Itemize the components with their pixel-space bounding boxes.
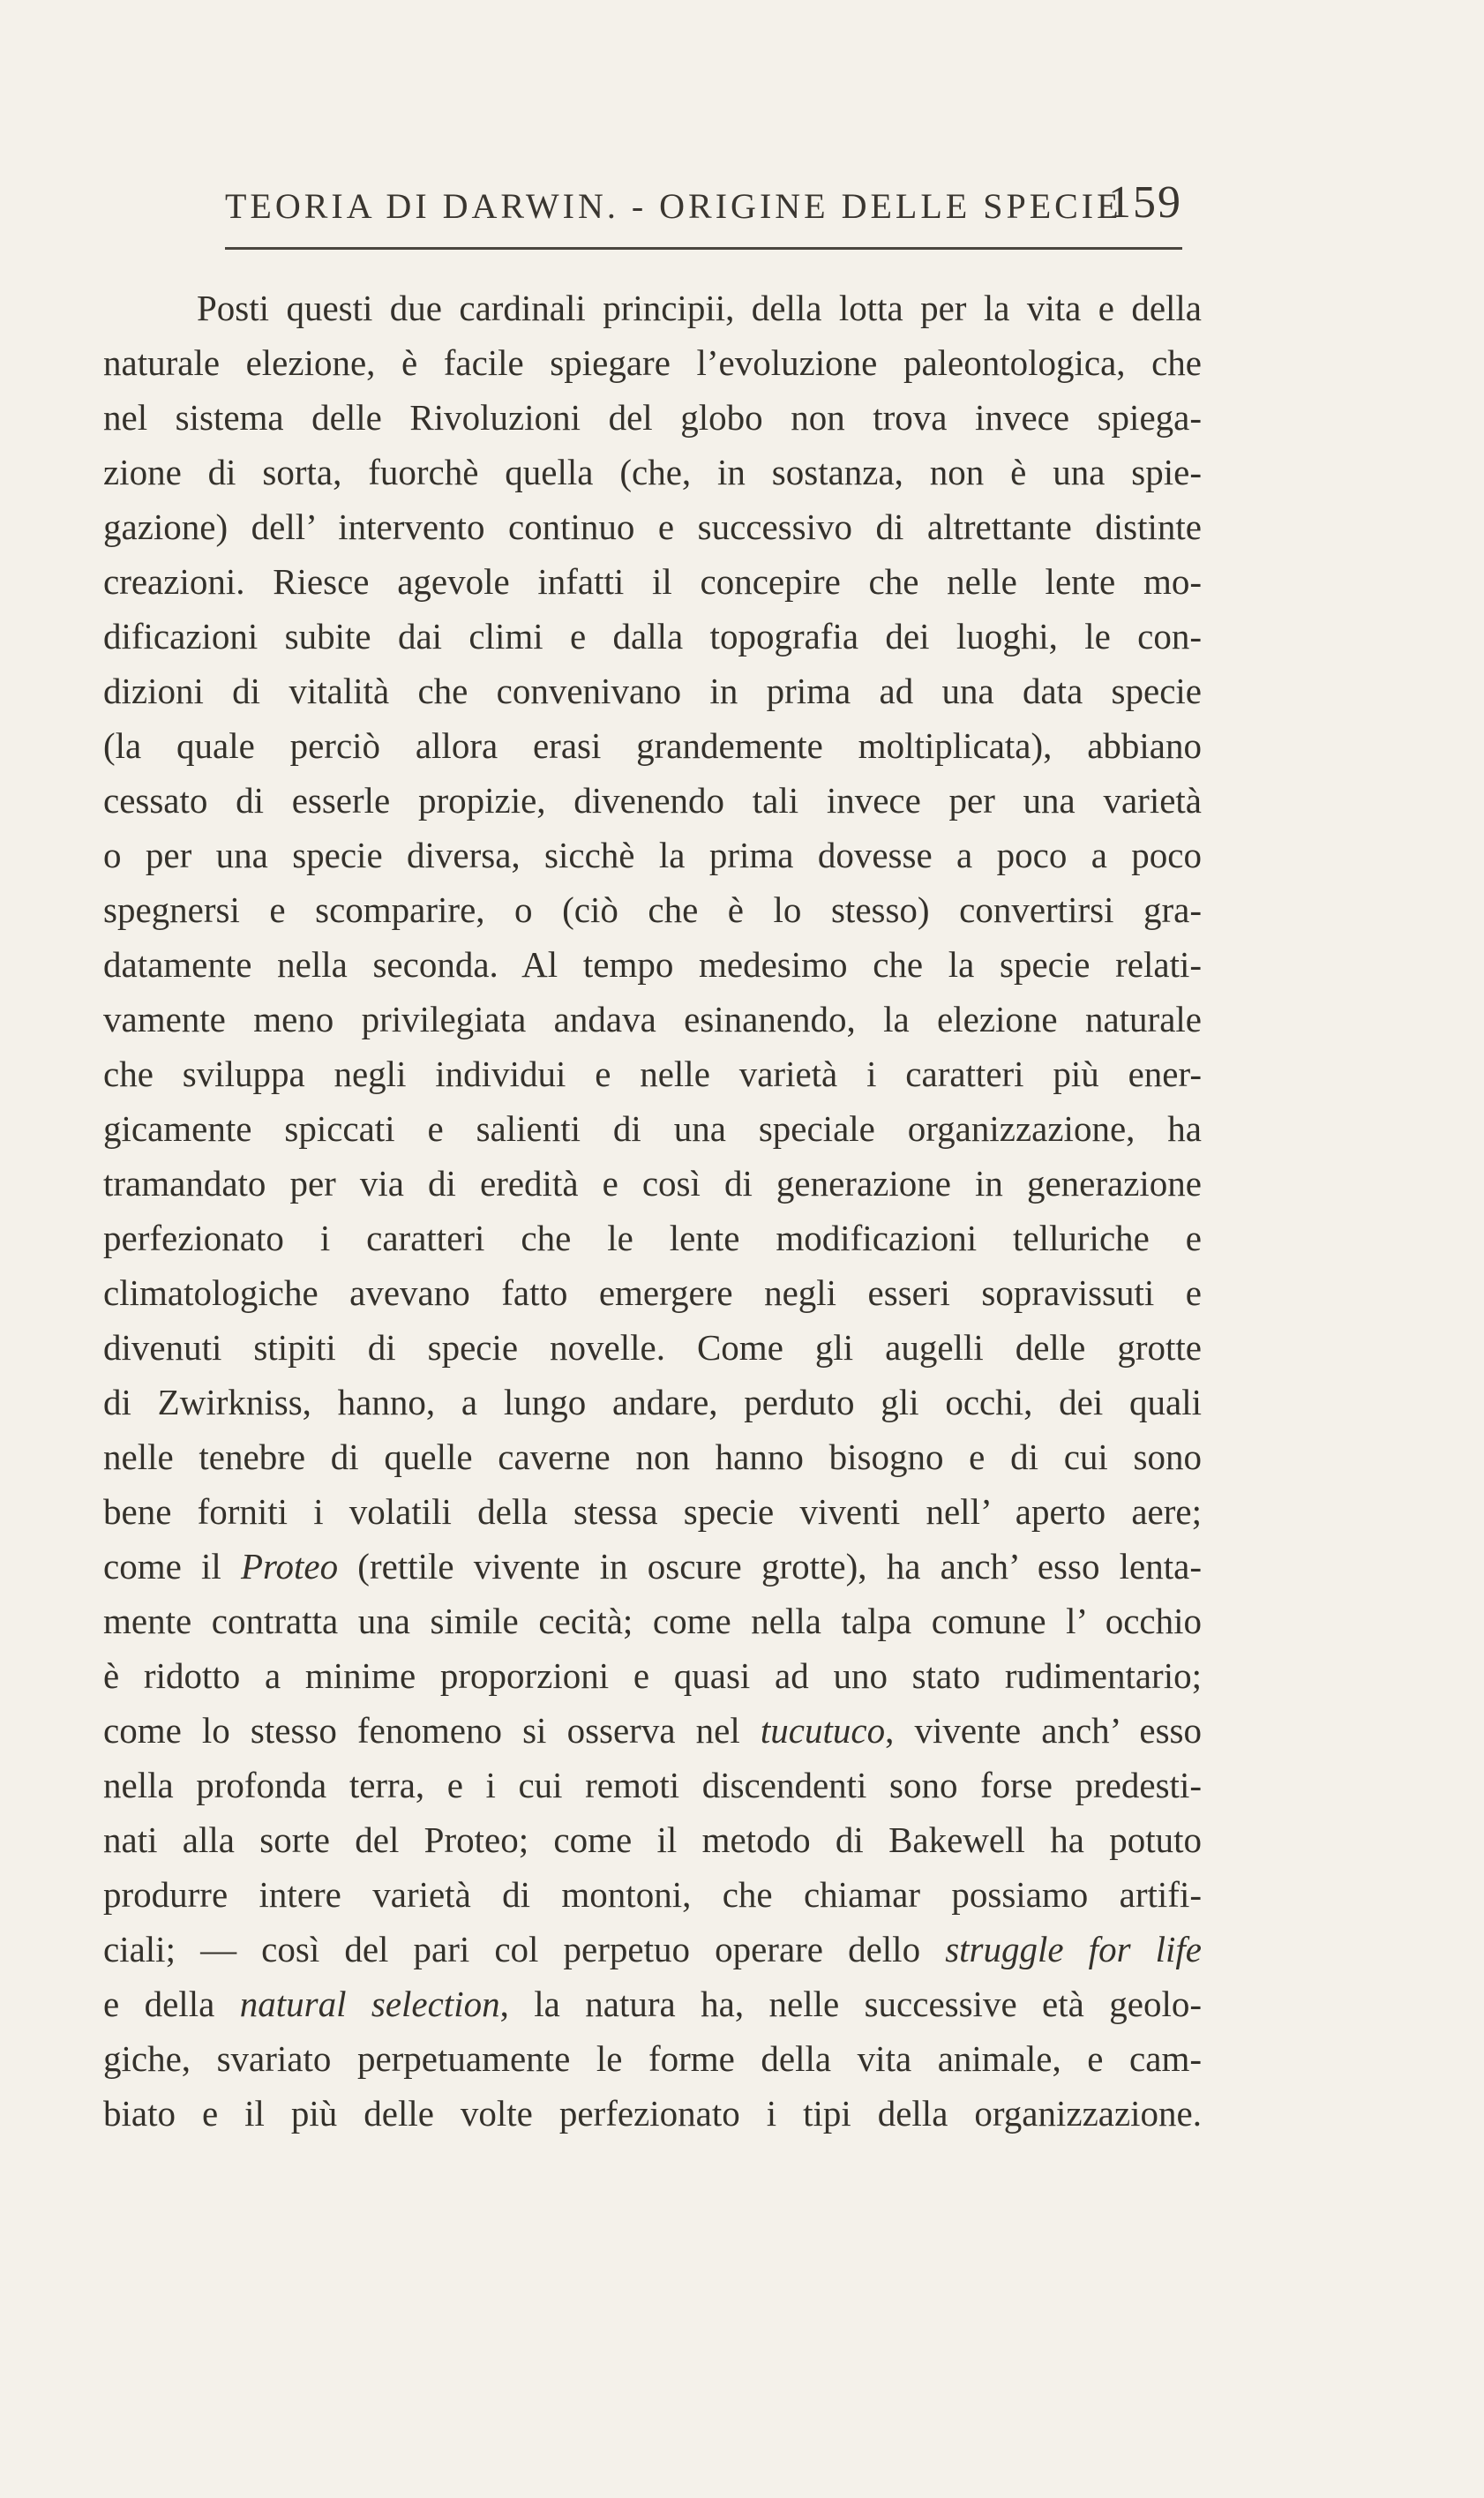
- text-line: perfezionato i caratteri che le lente modificazioni telluriche e: [103, 1218, 1202, 1258]
- body-text: [103, 281, 1202, 2141]
- text-span: e della: [103, 1984, 240, 2024]
- text-line: cessato di esserle propizie, divenendo tali invece per una varietà: [103, 780, 1202, 821]
- text-line: dificazioni subite dai climi e dalla topografia dei luoghi, le con-: [103, 616, 1202, 656]
- text-line: gicamente spiccati e salienti di una speciale organizzazione, ha: [103, 1108, 1202, 1149]
- text-line: gazione) dell’ intervento continuo e successivo di altrettante distinte: [103, 506, 1202, 547]
- page-header: [225, 173, 1182, 235]
- text-line: naturale elezione, è facile spiegare l’evoluzione paleontologica, che: [103, 342, 1202, 383]
- italic-term: tucutuco: [760, 1710, 886, 1751]
- text-line: mente contratta una simile cecità; come nella talpa comune l’ occhio: [103, 1601, 1202, 1641]
- text-span: , vivente anch’ esso: [885, 1710, 1203, 1751]
- text-line: zione di sorta, fuorchè quella (che, in sostanza, non è una spie-: [103, 452, 1202, 492]
- text-line: [103, 1703, 1202, 1758]
- text-span: come lo stesso fenomeno si osserva nel: [103, 1710, 761, 1751]
- text-line: climatologiche avevano fatto emergere negli esseri sopravissuti e: [103, 1272, 1202, 1313]
- text-line: tramandato per via di eredità e così di generazione in generazione: [103, 1163, 1202, 1204]
- text-line: nati alla sorte del Proteo; come il metodo di Bakewell ha potuto: [103, 1819, 1202, 1860]
- text-line: dizioni di vitalità che convenivano in prima ad una data specie: [103, 671, 1202, 711]
- italic-term: Proteo: [241, 1546, 339, 1587]
- text-line: biato e il più delle volte perfezionato i tipi della organizzazione.: [103, 2093, 1202, 2134]
- italic-term: natural selection: [239, 1984, 500, 2024]
- text-span: , la natura ha, nelle successive età geolo-: [499, 1984, 1203, 2024]
- text-line: produrre intere varietà di montoni, che chiamar possiamo artifi-: [103, 1874, 1202, 1915]
- header-rule: [225, 247, 1182, 250]
- page-number: 159: [1108, 177, 1182, 228]
- text-line: [103, 1539, 1202, 1594]
- text-line: nelle tenebre di quelle caverne non hanno bisogno e di cui sono: [103, 1437, 1202, 1477]
- text-line: nella profonda terra, e i cui remoti discendenti sono forse predesti-: [103, 1765, 1202, 1805]
- text-line: è ridotto a minime proporzioni e quasi ad uno stato rudimentario;: [103, 1655, 1202, 1696]
- text-line: vamente meno privilegiata andava esinanendo, la elezione naturale: [103, 999, 1202, 1039]
- running-head: TEORIA DI DARWIN. - ORIGINE DELLE SPECIE: [225, 186, 1122, 226]
- text-line: creazioni. Riesce agevole infatti il concepire che nelle lente mo-: [103, 561, 1202, 602]
- text-line: giche, svariato perpetuamente le forme della vita animale, e cam-: [103, 2038, 1202, 2079]
- text-line: [103, 1977, 1202, 2031]
- italic-term: struggle for life: [945, 1929, 1203, 1969]
- text-span: ciali; — così del pari col perpetuo operare dello: [103, 1929, 946, 1969]
- text-line: che sviluppa negli individui e nelle varietà i caratteri più ener-: [103, 1054, 1202, 1094]
- text-line: nel sistema delle Rivoluzioni del globo non trova invece spiega-: [103, 397, 1202, 438]
- text-span: come il: [103, 1546, 241, 1587]
- text-line: bene forniti i volatili della stessa specie viventi nell’ aperto aere;: [103, 1491, 1202, 1532]
- text-line: datamente nella seconda. Al tempo medesimo che la specie relati-: [103, 944, 1202, 985]
- text-line: [103, 1922, 1202, 1977]
- text-span: (rettile vivente in oscure grotte), ha anch’ esso lenta-: [338, 1546, 1202, 1587]
- text-line: spegnersi e scomparire, o (ciò che è lo stesso) convertirsi gra-: [103, 889, 1202, 930]
- text-line: Posti questi due cardinali principii, della lotta per la vita e della: [197, 288, 1202, 328]
- text-line: divenuti stipiti di specie novelle. Come gli augelli delle grotte: [103, 1327, 1202, 1368]
- text-line: di Zwirkniss, hanno, a lungo andare, perduto gli occhi, dei quali: [103, 1382, 1202, 1422]
- text-line: (la quale perciò allora erasi grandemente moltiplicata), abbiano: [103, 725, 1202, 766]
- text-line: o per una specie diversa, sicchè la prima dovesse a poco a poco: [103, 835, 1202, 875]
